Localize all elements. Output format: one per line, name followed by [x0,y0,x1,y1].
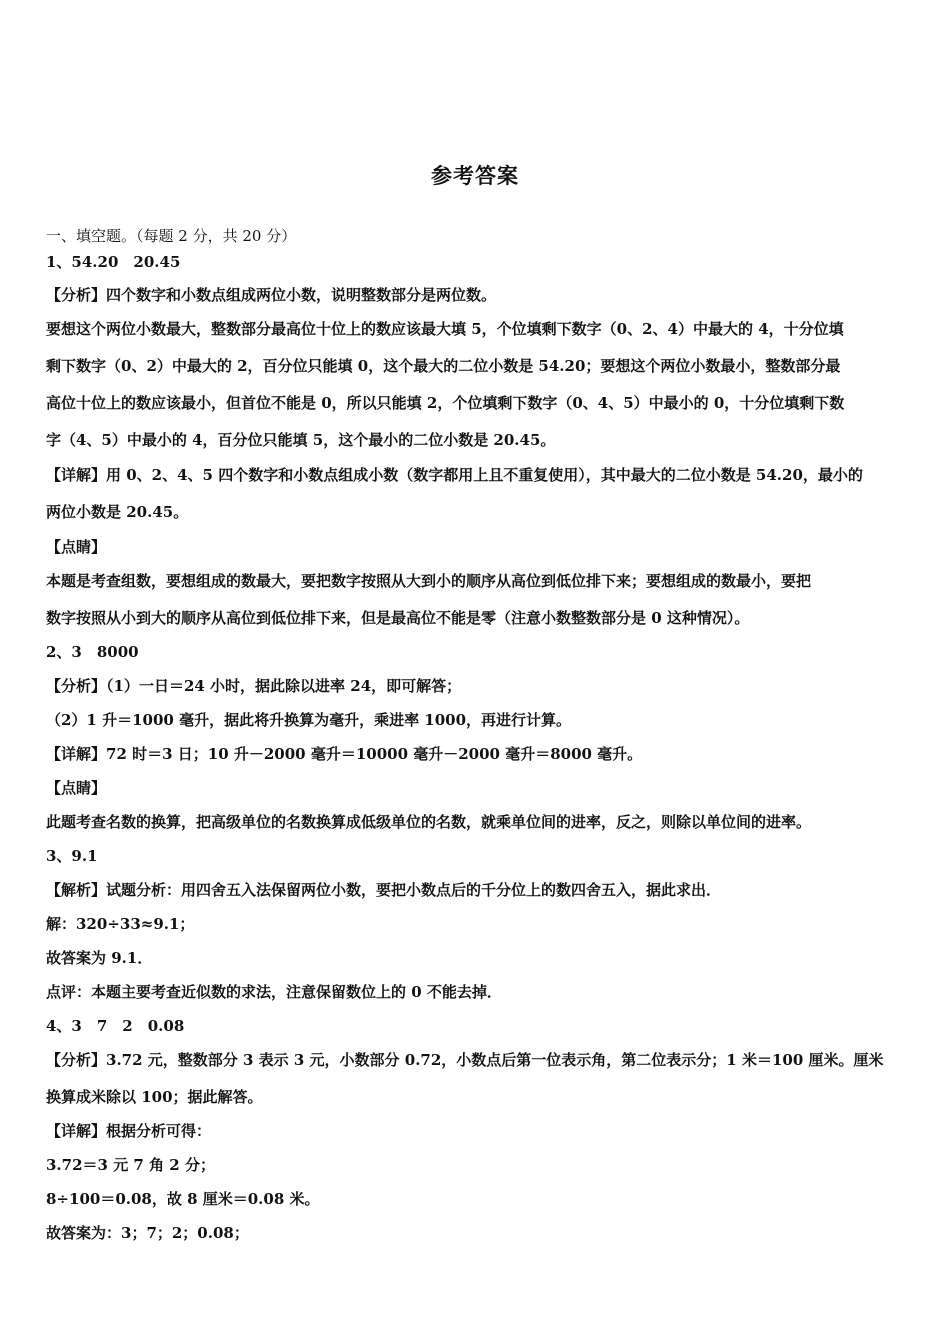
q1-analysis-label: 【分析】 [46,286,107,304]
q1-analysis-text: 四个数字和小数点组成两位小数，说明整数部分是两位数。 [106,286,497,304]
q4-analysis-label: 【分析】 [46,1051,107,1069]
q3-analysis [46,880,908,900]
q2-answer: 2、3 8000 [46,643,139,661]
q1-detail-line-2: 两位小数是 20.45。 [46,503,189,521]
q4-answer: 4、3 7 2 0.08 [46,1017,185,1035]
q4-detail-label: 【详解】 [46,1122,107,1140]
q4-step-1: 3.72＝3 元 7 角 2 分； [46,1156,215,1174]
q1-point-label: 【点睛】 [46,538,107,556]
q2-detail [46,744,908,764]
q2-detail-label: 【详解】 [46,745,107,763]
q4-detail [46,1121,908,1141]
q3-answer: 3、9.1 [46,847,98,865]
page-title: 参考答案 [431,163,519,188]
answer-content [46,226,908,1243]
q2-analysis-label: 【分析】 [46,677,107,695]
q4-conclusion: 故答案为：3；7；2；0.08； [46,1224,249,1242]
q1-analysis [46,285,908,305]
q3-analysis-label: 【解析】 [46,881,107,899]
q2-analysis-line-1: （1）一日＝24 小时，据此除以进率 24，即可解答； [106,677,462,695]
q1-detail [46,465,908,485]
q1-analysis-line-2: 剩下数字（0、2）中最大的 2，百分位只能填 0，这个最大的二位小数是 54.20；要想这个两位小数最小，整数部分最 [46,357,841,375]
q4-step-2: 8÷100＝0.08，故 8 厘米＝0.08 米。 [46,1190,320,1208]
q2-analysis [46,676,908,696]
q3-conclusion: 故答案为 9.1． [46,949,153,967]
q2-analysis-line-2: （2）1 升＝1000 毫升，据此将升换算为毫升，乘进率 1000，再进行计算。 [46,711,572,729]
q4-analysis-line-2: 换算成米除以 100；据此解答。 [46,1088,263,1106]
q3-comment: 点评：本题主要考查近似数的求法，注意保留数位上的 0 不能去掉． [46,983,502,1001]
q1-point-line-1: 本题是考查组数，要想组成的数最大，要把数字按照从大到小的顺序从高位到低位排下来；要想组成的数最小，要把 [46,572,812,590]
q1-analysis-line-4: 字（4、5）中最小的 4，百分位只能填 5，这个最小的二位小数是 20.45。 [46,431,556,449]
q1-answer: 1、54.20 20.45 [46,253,181,271]
q2-point-label: 【点睛】 [46,779,107,797]
q4-analysis-line-1: 3.72 元，整数部分 3 表示 3 元，小数部分 0.72，小数点后第一位表示角，第二位表示分；1 米＝100 厘米。厘米 [106,1051,884,1069]
q1-analysis-line-1: 要想这个两位小数最大，整数部分最高位十位上的数应该最大填 5，个位填剩下数字（0、2、4）中最大的 4，十分位填 [46,320,844,338]
q1-detail-line-1: 用 0、2、4、5 四个数字和小数点组成小数（数字都用上且不重复使用），其中最大的二位小数是 54.20，最小的 [106,466,863,484]
section-header: 一、填空题。（每题 2 分，共 20 分） [46,227,297,245]
q1-point-line-2: 数字按照从小到大的顺序从高位到低位排下来，但是最高位不能是零（注意小数整数部分是 0 这种情况）。 [46,609,750,627]
q2-point-text: 此题考查名数的换算，把高级单位的名数换算成低级单位的名数，就乘单位间的进率，反之，则除以单位间的进率。 [46,813,812,831]
q4-detail-text: 根据分析可得： [106,1122,212,1140]
q4-analysis [46,1050,908,1070]
q2-detail-text: 72 时＝3 日；10 升－2000 毫升＝10000 毫升－2000 毫升＝8000 毫升。 [106,745,643,763]
q1-detail-label: 【详解】 [46,466,107,484]
q3-solution: 解：320÷33≈9.1； [46,915,195,933]
q3-analysis-text: 试题分析：用四舍五入法保留两位小数，要把小数点后的千分位上的数四舍五入，据此求出． [106,881,722,899]
q1-analysis-line-3: 高位十位上的数应该最小，但首位不能是 0，所以只能填 2，个位填剩下数字（0、4、5）中最小的 0，十分位填剩下数 [46,394,845,412]
